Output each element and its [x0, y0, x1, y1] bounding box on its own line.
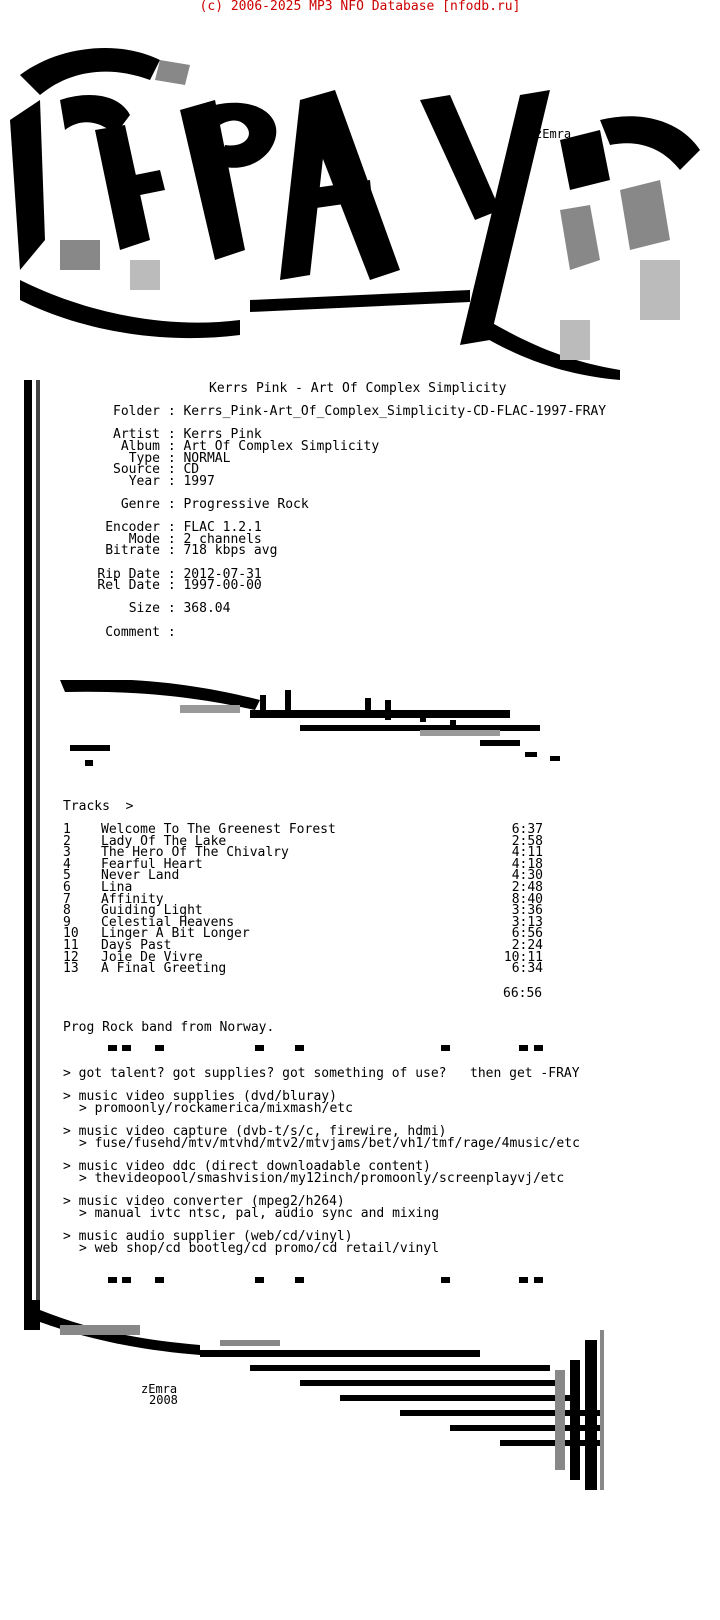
track-duration: 8:40	[511, 891, 543, 907]
info-value: FLAC 1.2.1	[183, 520, 262, 535]
track-title: Welcome To The Greenest Forest	[101, 822, 336, 837]
info-value: 718 kbps avg	[183, 543, 278, 558]
info-value: Kerrs_Pink-Art_Of_Complex_Simplicity-CD-FLAC-1997-FRAY	[183, 404, 607, 419]
info-separator: :	[160, 404, 184, 419]
art-signature-year: 2008	[149, 1393, 178, 1407]
promo-item-title: > music video supplies (dvd/bluray)	[63, 1089, 337, 1104]
track-number: 4	[63, 856, 71, 872]
promo-item-detail: > web shop/cd bootleg/cd promo/cd retail/vinyl	[79, 1240, 440, 1256]
promo-item-detail: > thevideopool/smashvision/my12inch/promoonly/screenplayvj/etc	[79, 1170, 565, 1186]
track-duration: 4:30	[511, 868, 543, 884]
info-separator: :	[160, 543, 184, 558]
copyright-banner: (c) 2006-2025 MP3 NFO Database [nfodb.ru]	[199, 0, 521, 14]
info-separator: :	[160, 601, 184, 616]
info-label: Size	[128, 601, 160, 616]
art-signature-bottom: zEmra	[141, 1382, 178, 1396]
info-label: Comment	[105, 625, 160, 640]
info-value: NORMAL	[183, 451, 231, 466]
track-title: The Hero Of The Chivalry	[101, 845, 289, 861]
track-duration: 6:56	[511, 926, 543, 942]
info-separator: :	[160, 427, 184, 442]
divider-art-middle	[0, 680, 720, 790]
info-separator: :	[160, 532, 184, 547]
info-label: Type	[128, 451, 160, 466]
track-duration: 10:11	[503, 949, 543, 965]
track-number: 5	[63, 868, 71, 884]
promo-item-detail: > promoonly/rockamerica/mixmash/etc	[79, 1100, 353, 1116]
track-number: 10	[63, 926, 79, 942]
info-row	[60, 627, 183, 639]
promo-item-title: > music video ddc (direct downloadable content)	[63, 1159, 431, 1174]
track-title: Celestial Heavens	[101, 914, 235, 930]
track-duration: 6:37	[511, 822, 543, 837]
info-label: Encoder	[105, 520, 160, 535]
track-number: 9	[63, 914, 71, 930]
info-separator: :	[160, 439, 184, 454]
track-number: 8	[63, 903, 71, 919]
track-title: Fearful Heart	[101, 856, 203, 872]
left-frame-bar	[24, 380, 32, 1300]
track-number: 11	[63, 938, 79, 953]
track-title: Joie De Vivre	[101, 949, 203, 965]
info-row	[60, 476, 215, 488]
info-separator: :	[160, 578, 184, 593]
info-separator: :	[160, 625, 184, 640]
track-duration: 3:36	[511, 903, 543, 919]
dot-separator-bottom	[0, 1277, 720, 1285]
info-value: Art Of Complex Simplicity	[183, 439, 380, 454]
info-label: Artist	[113, 427, 160, 442]
info-value: 2012-07-31	[183, 567, 262, 582]
track-title: Never Land	[101, 868, 180, 884]
track-title: Days Past	[101, 938, 172, 953]
info-value: Progressive Rock	[183, 497, 309, 512]
tracks-heading: Tracks >	[63, 799, 134, 814]
track-title: Guiding Light	[101, 903, 203, 919]
track-duration: 2:48	[511, 880, 543, 895]
release-title: Kerrs Pink - Art Of Complex Simplicity	[209, 381, 507, 396]
track-number: 2	[63, 833, 71, 849]
promo-item-title: > music video converter (mpeg2/h264)	[63, 1194, 345, 1209]
track-number: 7	[63, 891, 71, 907]
track-duration: 6:34	[511, 961, 543, 977]
info-separator: :	[160, 474, 184, 489]
info-label: Rel Date	[97, 578, 160, 593]
total-time: 66:56	[503, 986, 543, 1001]
track-title: Lina	[101, 880, 133, 895]
promo-headline: > got talent? got supplies? got something of use? then get -FRAY	[63, 1066, 580, 1081]
promo-item-detail: > fuse/fusehd/mtv/mtvhd/mtv2/mtvjams/bet/vh1/tmf/rage/4music/etc	[79, 1135, 580, 1151]
track-duration: 2:58	[511, 833, 543, 849]
track-title: Lady Of The Lake	[101, 833, 227, 849]
info-value: 1997-00-00	[183, 578, 262, 593]
info-separator: :	[160, 567, 184, 582]
info-value: 2 channels	[183, 532, 262, 547]
track-title: Linger A Bit Longer	[101, 926, 250, 942]
info-value: CD	[183, 462, 200, 477]
promo-item-detail: > manual ivtc ntsc, pal, audio sync and mixing	[79, 1205, 440, 1221]
track-number: 6	[63, 880, 71, 895]
info-separator: :	[160, 462, 184, 477]
footer-art	[0, 1300, 720, 1510]
info-row	[60, 499, 309, 511]
left-frame-bar-inner	[36, 380, 40, 1300]
info-separator: :	[160, 451, 184, 466]
info-separator: :	[160, 497, 184, 512]
info-row	[60, 580, 262, 592]
art-signature-top: zEmra	[535, 127, 572, 141]
track-number: 1	[63, 822, 71, 837]
info-label: Album	[120, 439, 160, 454]
info-row	[60, 545, 277, 557]
release-notes: Prog Rock band from Norway.	[63, 1020, 275, 1035]
track-number: 3	[63, 845, 71, 861]
info-row	[60, 603, 230, 615]
track-duration: 4:18	[511, 856, 543, 872]
info-label: Source	[113, 462, 160, 477]
dot-separator-top	[0, 1045, 720, 1053]
track-title: Affinity	[101, 891, 164, 907]
info-value: 368.04	[183, 601, 231, 616]
promo-item-title: > music video capture (dvb-t/s/c, firewire, hdmi)	[63, 1124, 447, 1139]
track-title: A Final Greeting	[101, 961, 227, 977]
track-number: 12	[63, 949, 79, 965]
info-label: Rip Date	[97, 567, 160, 582]
track-duration: 4:11	[511, 845, 543, 861]
info-separator: :	[160, 520, 184, 535]
track-duration: 3:13	[511, 914, 543, 930]
info-row	[60, 406, 606, 418]
fray-logo-art	[0, 40, 720, 400]
promo-item-title: > music audio supplier (web/cd/vinyl)	[63, 1229, 353, 1244]
track-number: 13	[63, 961, 79, 977]
info-value: 1997	[183, 474, 215, 489]
info-label: Year	[128, 474, 160, 489]
info-label: Folder	[113, 404, 160, 419]
track-duration: 2:24	[511, 938, 543, 953]
info-label: Genre	[120, 497, 160, 512]
info-label: Mode	[128, 532, 160, 547]
info-value: Kerrs Pink	[183, 427, 262, 442]
info-label: Bitrate	[105, 543, 160, 558]
